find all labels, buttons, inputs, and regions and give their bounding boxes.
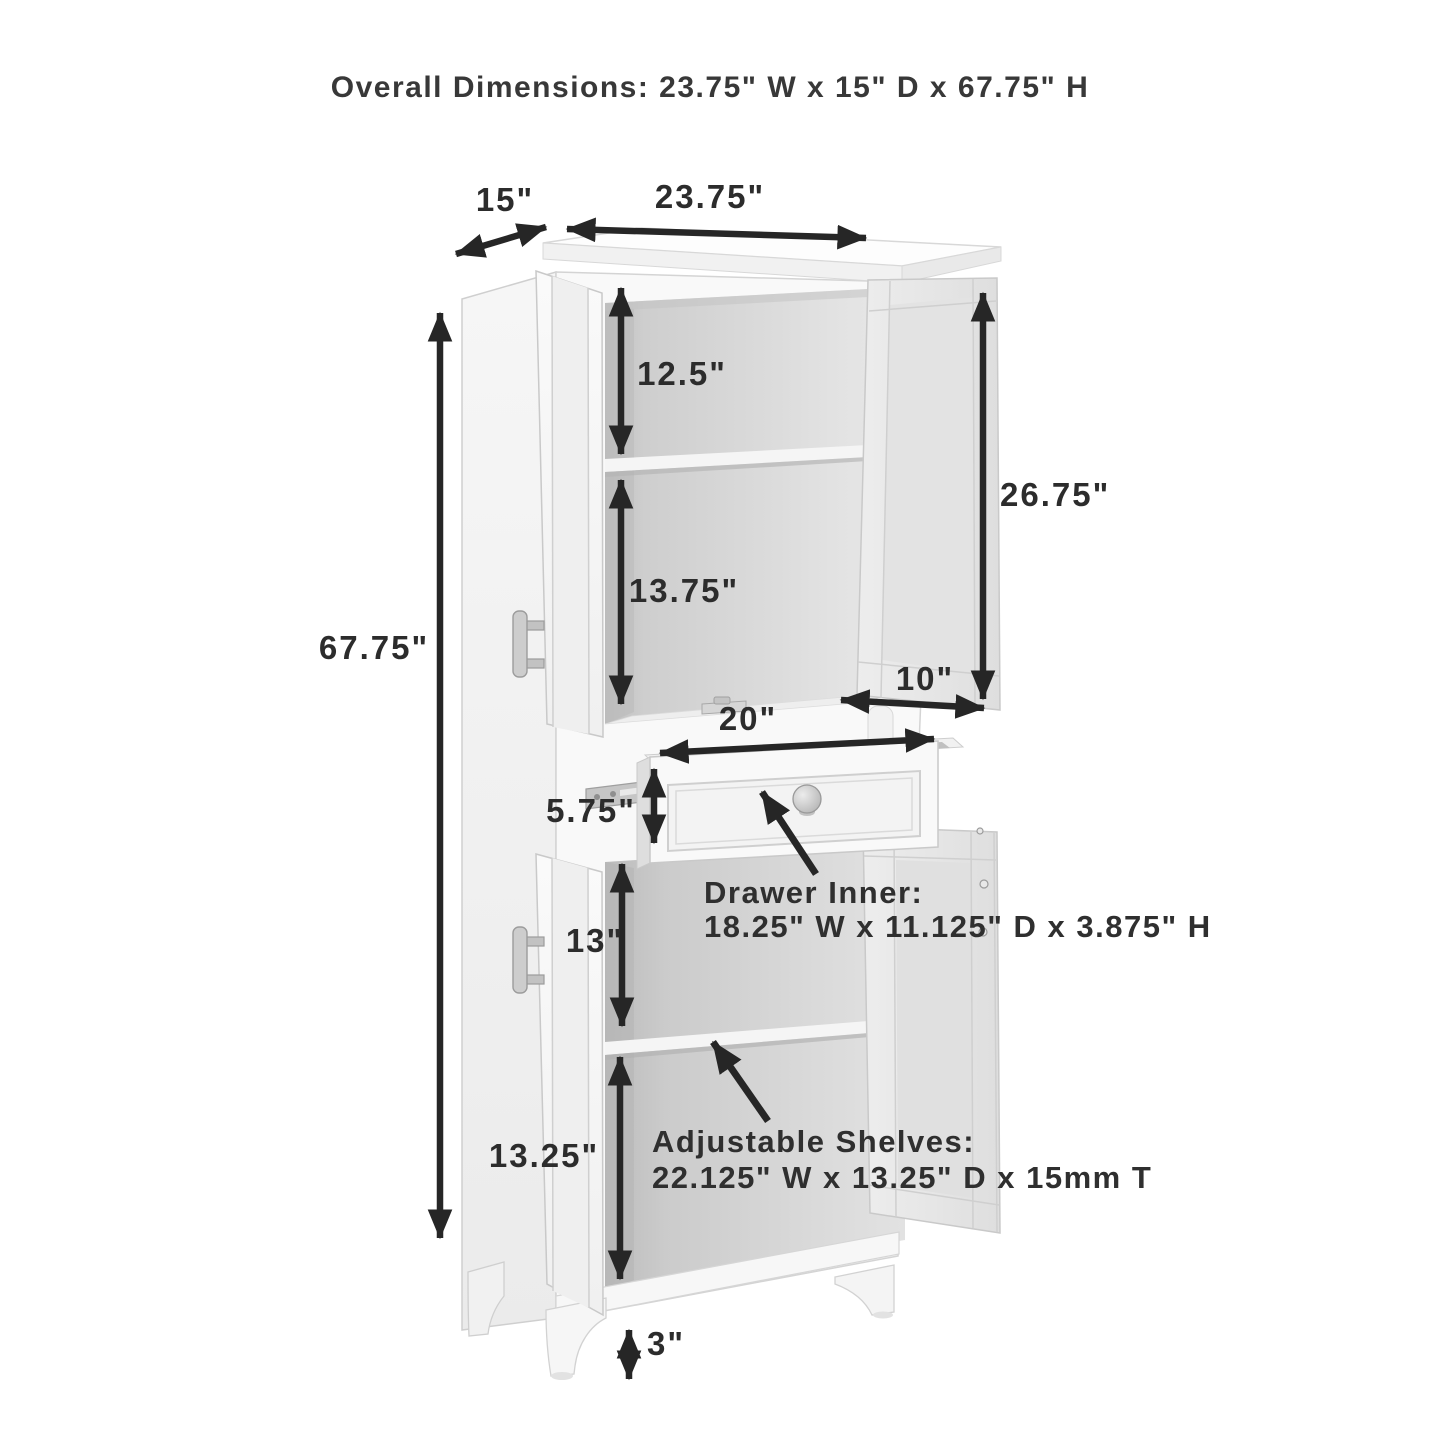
dim-label-overall-height: 67.75": [318, 629, 430, 666]
annotation-drawer-inner-title: Drawer Inner:: [704, 875, 924, 910]
foot-front-right: [835, 1265, 894, 1315]
hinge-screw-hole: [977, 828, 983, 834]
annotation-adjustable-shelves-title: Adjustable Shelves:: [652, 1124, 976, 1159]
door-upper-right: [857, 278, 1000, 710]
dim-label-foot-height: 3": [647, 1325, 685, 1362]
annotation-adjustable-shelves-value: 22.125" W x 13.25" D x 15mm T: [652, 1160, 1153, 1195]
dim-label-door-width: 10": [895, 660, 955, 697]
dim-label-upper-door-height: 26.75": [1000, 476, 1111, 513]
annotation-adjustable-shelves: [652, 1124, 1152, 1195]
dim-label-depth: 15": [475, 181, 535, 218]
annotation-drawer-inner-value: 18.25" W x 11.125" D x 3.875" H: [704, 909, 1212, 944]
dim-label-top-section: 12.5": [637, 355, 727, 392]
dim-arrow-depth: [456, 227, 546, 254]
hinge-screw-hole: [980, 880, 988, 888]
page-title: Overall Dimensions: 23.75" W x 15" D x 67.75" H: [330, 71, 1090, 104]
dim-label-drawer-width: 20": [718, 700, 778, 737]
foot-pad-left: [551, 1372, 573, 1380]
drawer-left-side: [637, 757, 650, 869]
drawer-knob: [793, 785, 821, 813]
dim-label-drawer-height: 5.75": [546, 792, 636, 829]
dim-label-lower-section: 13": [565, 922, 625, 959]
dim-label-mid-section: 13.75": [628, 572, 740, 609]
dim-label-width: 23.75": [654, 178, 766, 215]
foot-pad-right: [873, 1312, 893, 1319]
dim-label-bottom-section: 13.25": [488, 1137, 600, 1174]
